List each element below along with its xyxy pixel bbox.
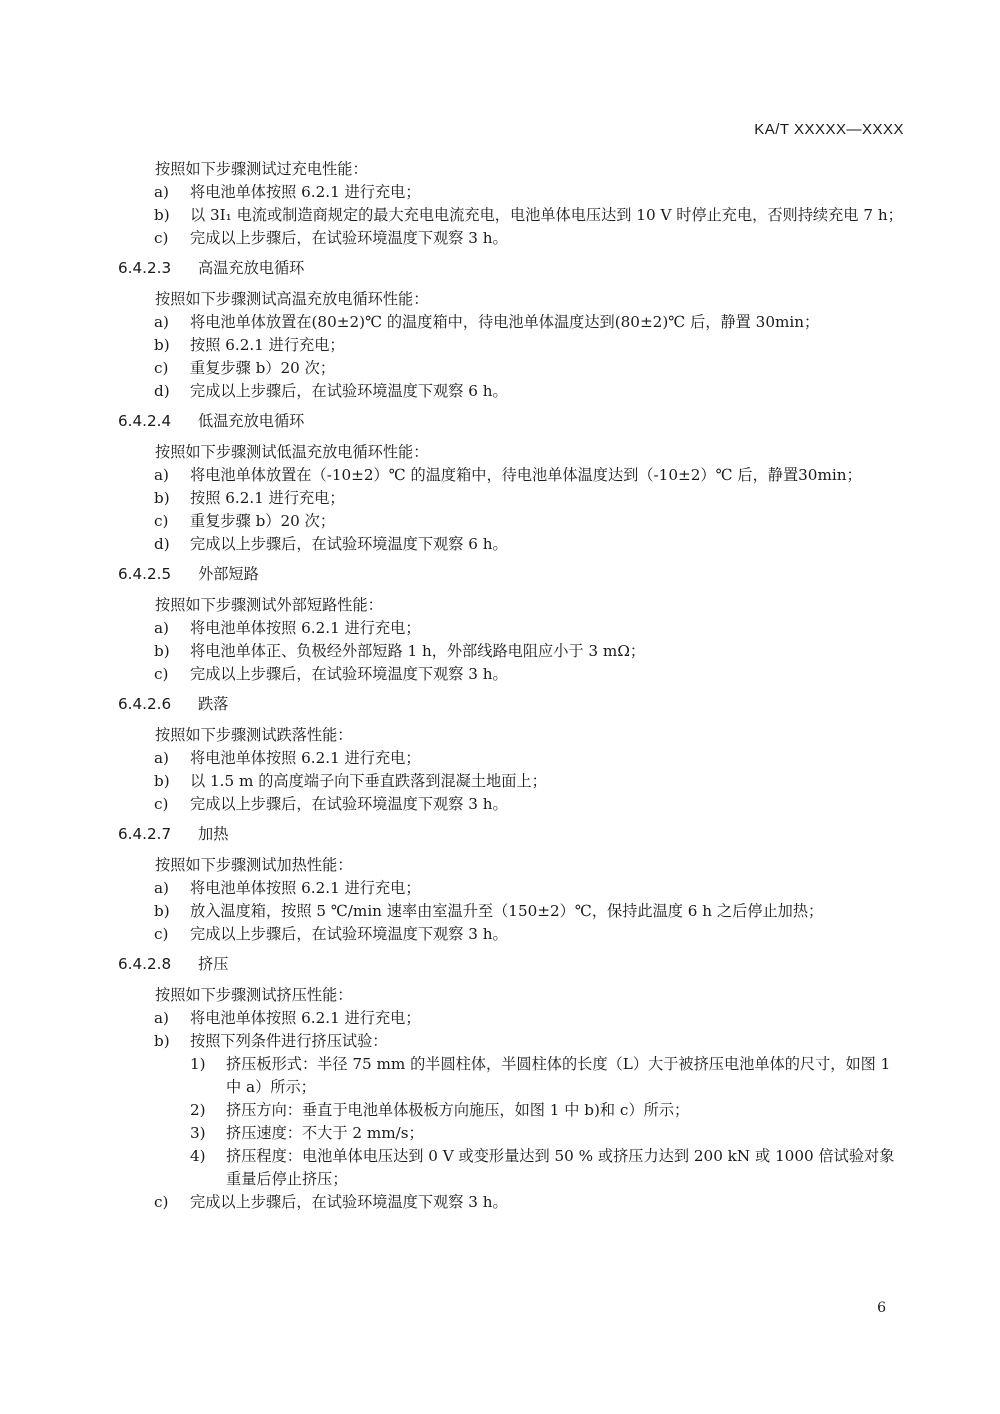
sub-item-text: 挤压程度：电池单体电压达到 0 V 或变形量达到 50 % 或挤压力达到 200 kN 或 1000 倍试验对象重量后停止挤压；: [226, 1147, 895, 1188]
item-text: 重复步骤 b）20 次；: [190, 359, 336, 377]
section-6-4-2-7: [118, 823, 908, 946]
intro-text: 按照如下步骤测试低温充放电循环性能：: [155, 443, 429, 461]
item-text: 完成以上步骤后，在试验环境温度下观察 3 h。: [190, 665, 508, 683]
intro-text: 按照如下步骤测试跌落性能：: [155, 726, 353, 744]
section-6-4-2-4: [118, 410, 908, 556]
item-text: 以 3I₁ 电流或制造商规定的最大充电电流充电，电池单体电压达到 10 V 时停止充电，否则持续充电 7 h；: [190, 206, 903, 224]
document-code: KA/T XXXXX—XXXX: [754, 121, 904, 138]
list-item: [118, 357, 908, 380]
item-label: b): [154, 336, 170, 354]
item-text: 完成以上步骤后，在试验环境温度下观察 6 h。: [190, 535, 508, 553]
list-item: [118, 227, 908, 250]
list-item: [118, 877, 908, 900]
item-label: a): [154, 313, 169, 331]
section-6-4-2-3: [118, 257, 908, 403]
section-heading: [118, 563, 908, 586]
item-text: 完成以上步骤后，在试验环境温度下观察 3 h。: [190, 229, 508, 247]
page-number: 6: [877, 1300, 886, 1316]
section-6-4-2-8: [118, 953, 908, 1214]
section-title: 高温充放电循环: [198, 259, 305, 277]
item-label: c): [154, 229, 169, 247]
section-6-4-2-6: [118, 693, 908, 816]
item-text: 以 1.5 m 的高度端子向下垂直跌落到混凝土地面上；: [190, 772, 547, 790]
section-number: 6.4.2.7: [118, 825, 172, 843]
list-item: [118, 533, 908, 556]
item-label: c): [154, 795, 169, 813]
item-text: 将电池单体按照 6.2.1 进行充电；: [190, 879, 421, 897]
section-title: 挤压: [198, 955, 229, 973]
section-6-4-2-5: [118, 563, 908, 686]
item-text: 将电池单体按照 6.2.1 进行充电；: [190, 749, 421, 767]
sub-list-item: [118, 1145, 908, 1191]
sub-item-label: 3): [190, 1124, 206, 1142]
sub-list-item: [118, 1099, 908, 1122]
item-text: 将电池单体放置在(80±2)℃ 的温度箱中，待电池单体温度达到(80±2)℃ 后，静置 30min；: [190, 313, 820, 331]
item-label: a): [154, 879, 169, 897]
item-label: b): [154, 902, 170, 920]
item-label: d): [154, 382, 170, 400]
intro-text: 按照如下步骤测试高温充放电循环性能：: [155, 290, 429, 308]
list-item: [118, 747, 908, 770]
sub-item-text: 挤压板形式：半径 75 mm 的半圆柱体，半圆柱体的长度（L）大于被挤压电池单体的尺寸，如图 1 中 a）所示；: [226, 1055, 891, 1096]
item-text: 将电池单体按照 6.2.1 进行充电；: [190, 1009, 421, 1027]
list-item: [118, 663, 908, 686]
sub-item-label: 2): [190, 1101, 206, 1119]
list-item: [118, 334, 908, 357]
item-text: 按照下列条件进行挤压试验：: [190, 1032, 388, 1050]
page-body: [118, 158, 908, 1214]
section-number: 6.4.2.3: [118, 259, 172, 277]
list-item: [118, 487, 908, 510]
item-label: c): [154, 512, 169, 530]
list-item: [118, 793, 908, 816]
item-text: 重复步骤 b）20 次；: [190, 512, 336, 530]
list-item: [118, 510, 908, 533]
section-number: 6.4.2.5: [118, 565, 172, 583]
item-label: b): [154, 206, 170, 224]
item-label: a): [154, 183, 169, 201]
section-title: 加热: [198, 825, 229, 843]
section-heading: [118, 953, 908, 976]
list-item: [118, 617, 908, 640]
list-item: [118, 181, 908, 204]
section-title: 外部短路: [198, 565, 259, 583]
item-label: c): [154, 1193, 169, 1211]
list-item: [118, 204, 908, 227]
sub-item-text: 挤压速度：不大于 2 mm/s；: [226, 1124, 424, 1142]
item-text: 将电池单体按照 6.2.1 进行充电；: [190, 619, 421, 637]
list-item: [118, 1007, 908, 1030]
list-item: [118, 311, 908, 334]
intro-text: 按照如下步骤测试加热性能：: [155, 856, 353, 874]
sub-item-text: 挤压方向：垂直于电池单体极板方向施压，如图 1 中 b)和 c）所示；: [226, 1101, 690, 1119]
item-text: 完成以上步骤后，在试验环境温度下观察 3 h。: [190, 925, 508, 943]
section-title: 低温充放电循环: [198, 412, 305, 430]
list-item: [118, 1030, 908, 1053]
item-label: b): [154, 489, 170, 507]
item-text: 完成以上步骤后，在试验环境温度下观察 6 h。: [190, 382, 508, 400]
sub-item-label: 1): [190, 1055, 206, 1073]
item-label: a): [154, 619, 169, 637]
item-text: 按照 6.2.1 进行充电；: [190, 489, 345, 507]
section-number: 6.4.2.4: [118, 412, 172, 430]
item-text: 完成以上步骤后，在试验环境温度下观察 3 h。: [190, 795, 508, 813]
list-item: [118, 923, 908, 946]
section-heading: [118, 257, 908, 280]
list-item: [118, 380, 908, 403]
section-heading: [118, 823, 908, 846]
item-label: a): [154, 749, 169, 767]
lead-block: [118, 158, 908, 250]
item-text: 将电池单体正、负极经外部短路 1 h，外部线路电阻应小于 3 mΩ；: [190, 642, 646, 660]
item-label: b): [154, 772, 170, 790]
list-item: [118, 770, 908, 793]
list-item: [118, 640, 908, 663]
section-heading: [118, 410, 908, 433]
item-label: c): [154, 665, 169, 683]
sub-item-label: 4): [190, 1147, 206, 1165]
item-label: a): [154, 466, 169, 484]
item-text: 按照 6.2.1 进行充电；: [190, 336, 345, 354]
item-label: b): [154, 642, 170, 660]
section-title: 跌落: [198, 695, 229, 713]
sub-list-item: [118, 1122, 908, 1145]
intro-text: 按照如下步骤测试挤压性能：: [155, 986, 353, 1004]
item-label: d): [154, 535, 170, 553]
intro-text: 按照如下步骤测试外部短路性能：: [155, 596, 383, 614]
list-item: [118, 464, 908, 487]
sub-list-item: [118, 1053, 908, 1099]
list-item: [118, 900, 908, 923]
item-text: 放入温度箱，按照 5 ℃/min 速率由室温升至（150±2）℃，保持此温度 6 h 之后停止加热；: [190, 902, 824, 920]
item-text: 将电池单体按照 6.2.1 进行充电；: [190, 183, 421, 201]
item-text: 将电池单体放置在（-10±2）℃ 的温度箱中，待电池单体温度达到（-10±2）℃ 后，静置30min；: [190, 466, 862, 484]
intro-text: 按照如下步骤测试过充电性能：: [155, 160, 368, 178]
item-text: 完成以上步骤后，在试验环境温度下观察 3 h。: [190, 1193, 508, 1211]
item-label: c): [154, 925, 169, 943]
list-item: [118, 1191, 908, 1214]
item-label: c): [154, 359, 169, 377]
section-number: 6.4.2.8: [118, 955, 172, 973]
item-label: b): [154, 1032, 170, 1050]
section-number: 6.4.2.6: [118, 695, 172, 713]
item-label: a): [154, 1009, 169, 1027]
section-heading: [118, 693, 908, 716]
